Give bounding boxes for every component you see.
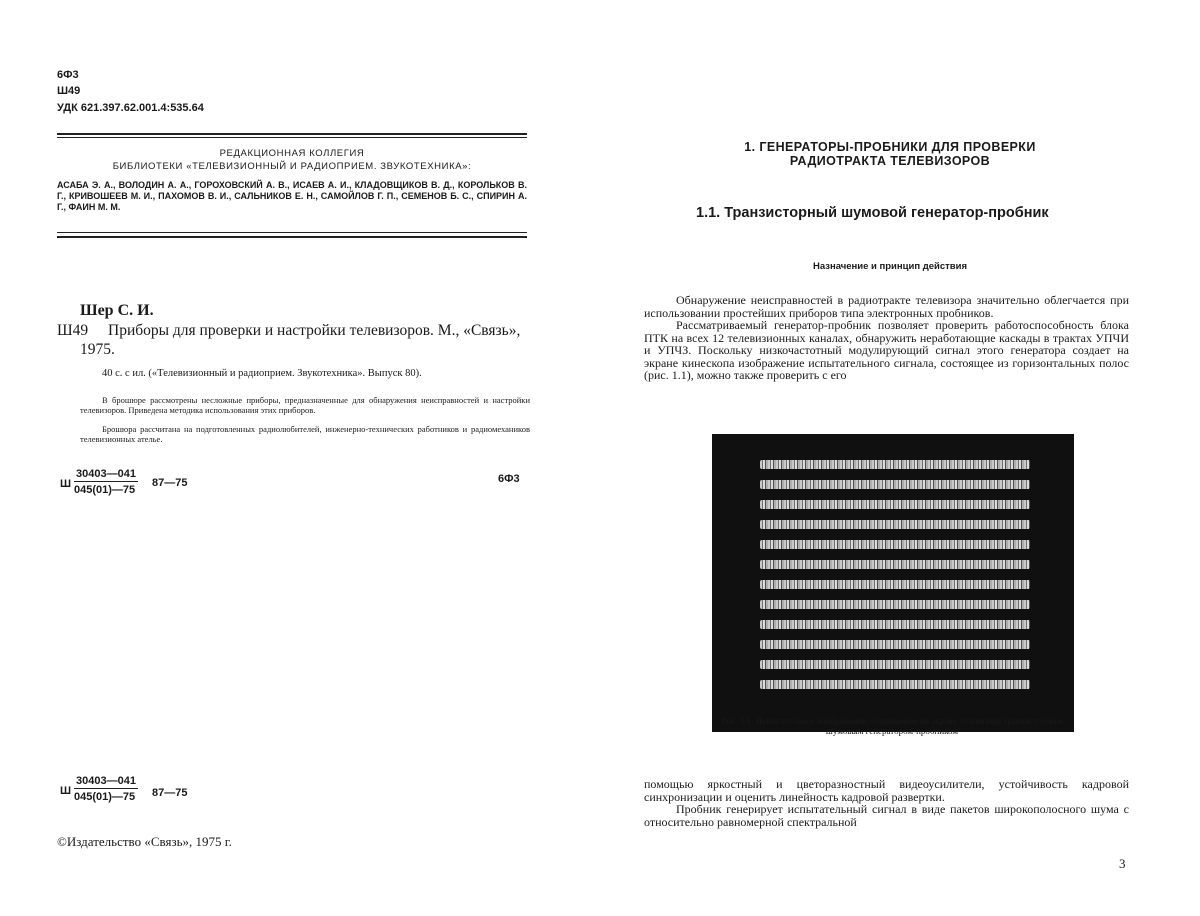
index-suffix: 87—75 [152, 477, 188, 489]
paragraph-4: Пробник генерирует испытательный сигнал в виде пакетов широкополосного шума с относительно равномерной спектральной [644, 802, 1129, 829]
bottom-index-letter: Ш [60, 785, 72, 797]
noise-stripe [760, 620, 1030, 629]
body-text-top [644, 294, 1129, 382]
test-pattern-figure [712, 434, 1074, 732]
chapter-title-line2: РАДИОТРАКТА ТЕЛЕВИЗОРОВ [789, 154, 991, 168]
body-text-bottom [644, 778, 1129, 828]
bottom-index-denominator: 045(01)—75 [74, 791, 136, 803]
board-top-rule [57, 133, 527, 135]
bottom-index-numerator: 30403—041 [76, 775, 136, 787]
noise-stripe [760, 560, 1030, 569]
editorial-board-title: РЕДАКЦИОННАЯ КОЛЛЕГИЯ [219, 148, 365, 159]
paragraph-3: помощью яркостный и цветоразностный видеоусилители, устойчивость кадровой синхронизации и оценить линейность кадровой развертки. [644, 777, 1129, 804]
editorial-board-members: АСАБА Э. А., ВОЛОДИН А. А., ГОРОХОВСКИЙ А. В., ИСАЕВ А. И., КЛАДОВЩИКОВ В. Д., КОРОЛЬКОВ В. Г., КРИВОШЕЕВ М. И., ПАХОМОВ В. И., САЛЬНИКОВ Е. Н., САМОЙЛОВ Г. П., СЕМЕНОВ Б. С., СПИРИН А. Г., ФАИН М. М. [57, 180, 527, 212]
subsection-title: Назначение и принцип действия [812, 261, 968, 272]
udc-code: УДК 621.397.62.001.4:535.64 [57, 102, 204, 114]
copyright-line: ©Издательство «Связь», 1975 г. [57, 834, 232, 849]
book-title: Приборы для проверки и настройки телевизоров. М., «Связь», 1975. [80, 322, 521, 358]
library-code: Ш49 [57, 85, 81, 97]
noise-stripe [760, 500, 1030, 509]
author-name: Шер С. И. [80, 302, 154, 319]
figure-caption: Рис. 1.1. Испытательное изображение, создаваемое на экране телевизора транзисторным шумовым генератором-пробником [721, 716, 1063, 736]
audience-text: Брошюра рассчитана на подготовленных радиолюбителей, инженерно-технических работников и радиомехаников телевизионных ателье. [80, 424, 530, 444]
page-number: 3 [1119, 856, 1126, 871]
noise-stripe [760, 580, 1030, 589]
noise-stripe [760, 600, 1030, 609]
noise-stripe [760, 520, 1030, 529]
editorial-board-subtitle: БИБЛИОТЕКИ «ТЕЛЕВИЗИОННЫЙ И РАДИОПРИЕМ. ЗВУКОТЕХНИКА»: [112, 161, 472, 172]
noise-stripe [760, 540, 1030, 549]
board-bottom-rule [57, 236, 527, 238]
index-letter: Ш [60, 478, 72, 490]
board-bottom-rule-thin [57, 232, 527, 233]
index-denominator: 045(01)—75 [74, 484, 136, 496]
section-title: 1.1. Транзисторный шумовой генератор-пробник [696, 205, 1049, 221]
noise-stripe [760, 640, 1030, 649]
paragraph-1: Обнаружение неисправностей в радиотракте телевизора значительно облегчается при использовании простейших приборов типа электронных пробников. [644, 293, 1129, 320]
noise-stripe [760, 660, 1030, 669]
noise-stripe [760, 680, 1030, 689]
paragraph-2: Рассматриваемый генератор-пробник позволяет проверить работоспособность блока ПТК на всех 12 телевизионных каналах, обнаружить неработающие каскады в трактах УПЧИ и УПЧЗ. Поскольку низкочастотный модулирующий сигнал этого генератора создает на экране кинескопа изображение испытательного сигнала, состоящее из горизонтальных полос (рис. 1.1), можно также проверить с его [644, 318, 1129, 382]
index-classification: 6Ф3 [498, 473, 520, 485]
noise-stripe [760, 480, 1030, 489]
chapter-title-line1: 1. ГЕНЕРАТОРЫ-ПРОБНИКИ ДЛЯ ПРОВЕРКИ [744, 140, 1036, 154]
noise-stripe [760, 460, 1030, 469]
index-numerator: 30403—041 [76, 468, 136, 480]
series-info: 40 с. с ил. («Телевизионный и радиоприем. Звукотехника». Выпуск 80). [102, 368, 422, 379]
catalog-code: Ш49 [57, 322, 89, 339]
classification-code: 6Ф3 [57, 69, 79, 81]
abstract-text: В брошюре рассмотрены несложные приборы, предназначенные для обнаружения неисправностей и настройки телевизоров. Приведена методика использования этих приборов. [80, 395, 530, 415]
board-top-rule-thin [57, 137, 527, 138]
bottom-index-suffix: 87—75 [152, 787, 188, 799]
